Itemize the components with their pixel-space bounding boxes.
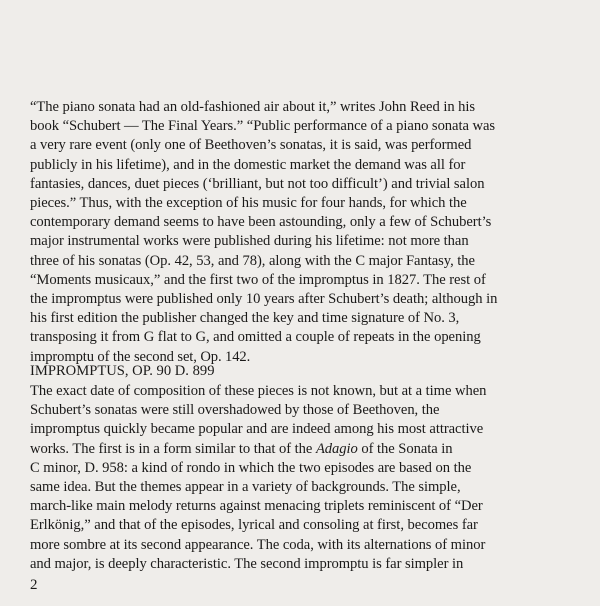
text-line: Schubert’s sonatas were still overshadowed by those of Beethoven, the bbox=[30, 402, 440, 419]
text-segment: of the Sonata in bbox=[357, 440, 453, 457]
text-line: march-like main melody returns against menacing triplets reminiscent of “Der bbox=[30, 498, 483, 515]
text-line: a very rare event (only one of Beethoven’s sonatas, it is said, was performed bbox=[30, 137, 472, 154]
text-line: “Moments musicaux,” and the first two of the impromptus in 1827. The rest of bbox=[30, 271, 486, 288]
section-heading: IMPROMPTUS, OP. 90 D. 899 bbox=[30, 363, 215, 379]
text-line: and major, is deeply characteristic. The second impromptu is far simpler in bbox=[30, 555, 464, 572]
text-line: major instrumental works were published during his lifetime: not more than bbox=[30, 233, 469, 250]
text-line: pieces.” Thus, with the exception of his music for four hands, for which the bbox=[30, 195, 467, 212]
text-line: more sombre at its second appearance. The coda, with its alternations of minor bbox=[30, 536, 486, 553]
text-line: his first edition the publisher changed the key and time signature of No. 3, bbox=[30, 310, 460, 327]
text-line bbox=[30, 440, 590, 459]
impromptus-paragraph bbox=[30, 382, 590, 574]
italic-term: Adagio bbox=[315, 440, 358, 457]
text-line: The exact date of composition of these pieces is not known, but at a time when bbox=[30, 383, 487, 399]
text-line: book “Schubert — The Final Years.” “Public performance of a piano sonata was bbox=[30, 118, 496, 135]
text-line: publicly in his lifetime), and in the domestic market the demand was all for bbox=[30, 156, 466, 173]
text-line: “The piano sonata had an old-fashioned air about it,” writes John Reed in his bbox=[30, 99, 476, 115]
text-line: fantasies, dances, duet pieces (‘brilliant, but not too difficult’) and trivial salon bbox=[30, 175, 485, 192]
text-line: three of his sonatas (Op. 42, 53, and 78), along with the C major Fantasy, the bbox=[30, 252, 475, 269]
page-number: 2 bbox=[30, 577, 38, 593]
text-segment: works. The first is in a form similar to that of the bbox=[30, 440, 316, 457]
text-line: impromptus quickly became popular and are indeed among his most attractive bbox=[30, 421, 484, 438]
text-line: C minor, D. 958: a kind of rondo in which the two episodes are based on the bbox=[30, 459, 472, 476]
text-line: same idea. But the themes appear in a variety of backgrounds. The simple, bbox=[30, 479, 461, 496]
text-line: contemporary demand seems to have been astounding, only a few of Schubert’s bbox=[30, 214, 492, 231]
text-line: the impromptus were published only 10 years after Schubert’s death; although in bbox=[30, 291, 498, 308]
text-line: impromptu of the second set, Op. 142. bbox=[30, 348, 251, 365]
text-line: Erlkönig,” and that of the episodes, lyrical and consoling at first, becomes far bbox=[30, 517, 478, 534]
text-line: transposing it from G flat to G, and omitted a couple of repeats in the opening bbox=[30, 329, 481, 346]
intro-paragraph bbox=[30, 98, 590, 367]
